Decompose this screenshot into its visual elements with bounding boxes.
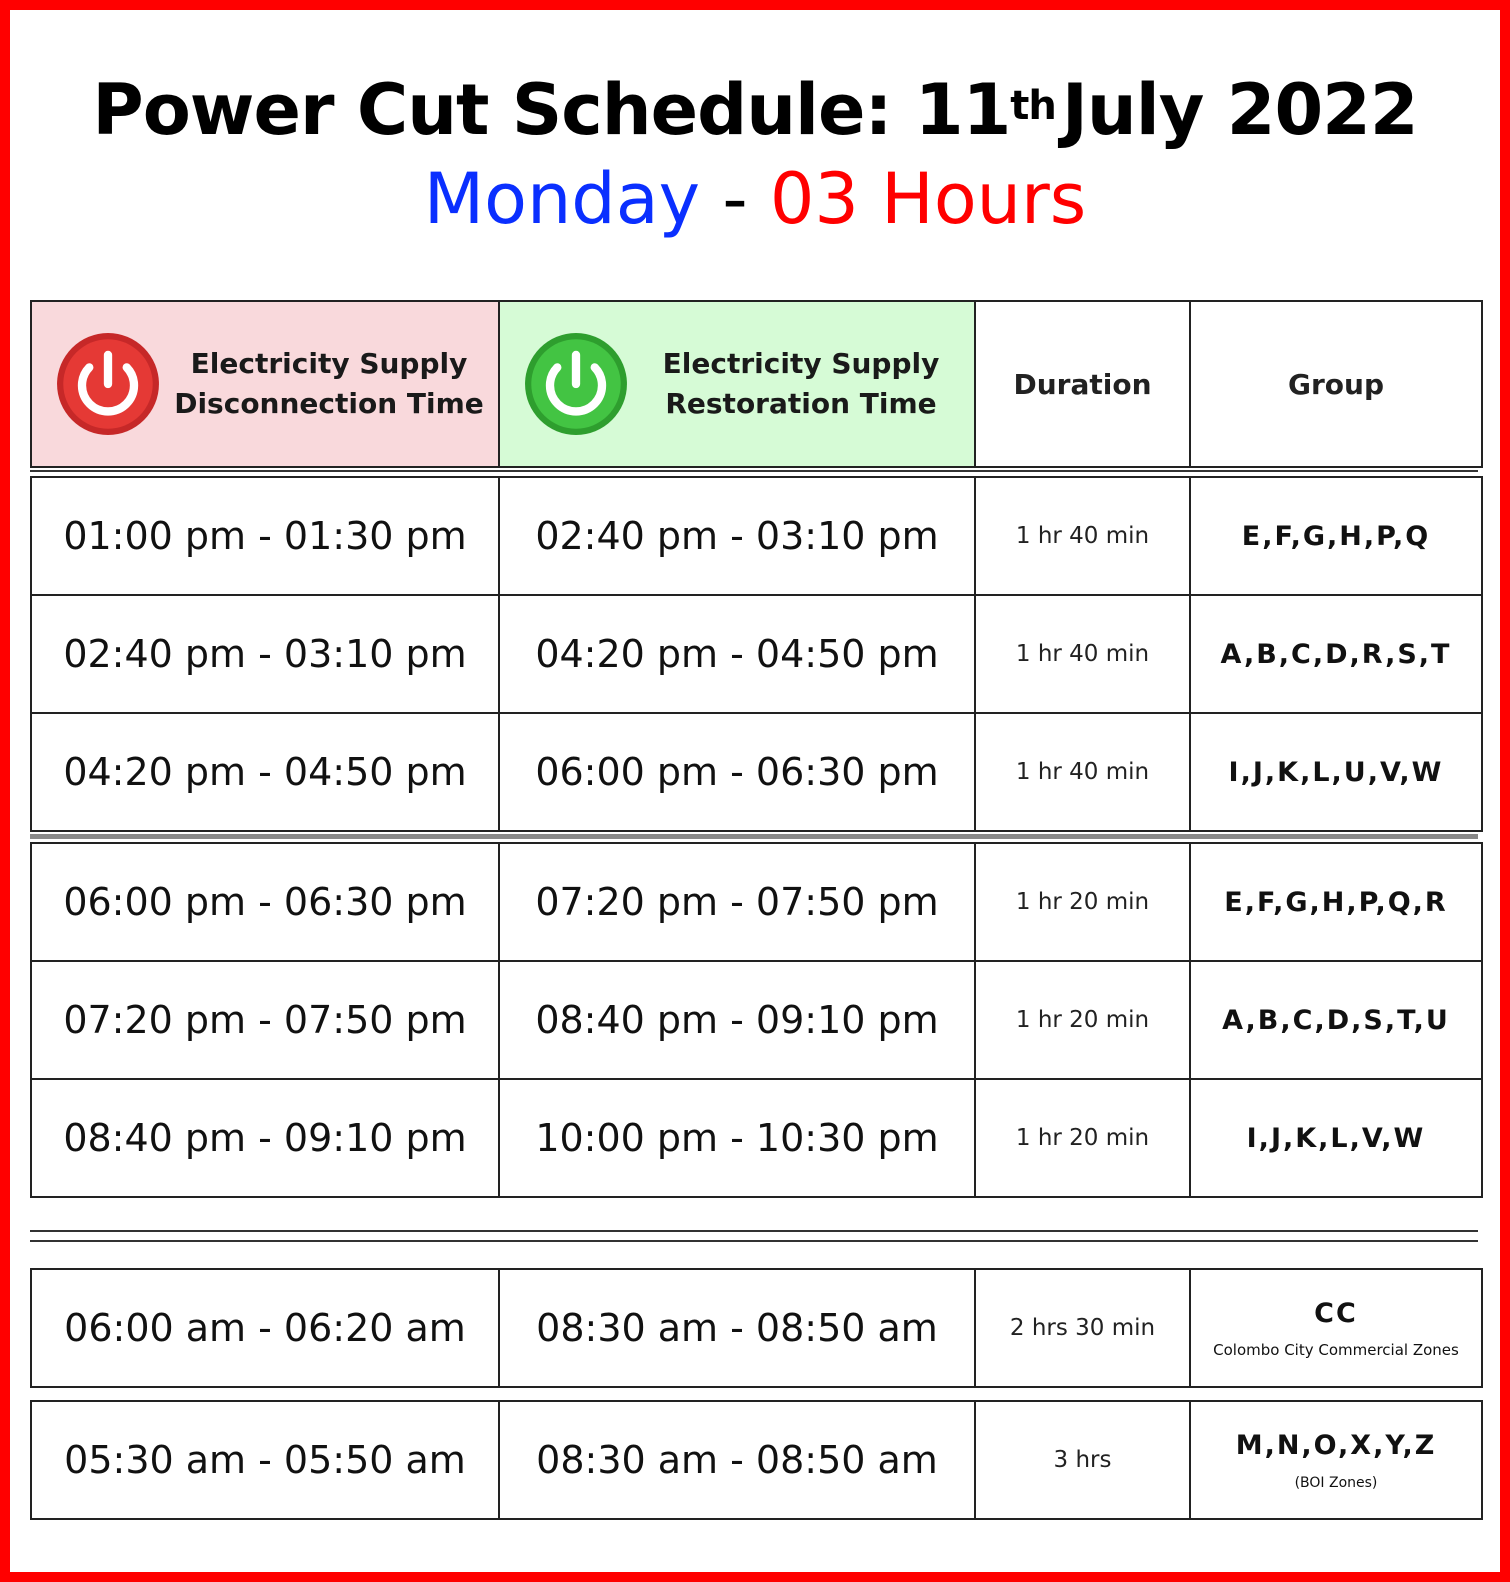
header-disconnection-line2: Disconnection Time bbox=[174, 387, 484, 420]
restore-time: 04:20 pm - 04:50 pm bbox=[535, 632, 939, 676]
power-off-red-icon bbox=[56, 332, 160, 436]
header-duration-label: Duration bbox=[1013, 367, 1152, 401]
restore-time: 07:20 pm - 07:50 pm bbox=[535, 880, 939, 924]
header-restoration bbox=[499, 301, 975, 467]
title-text: Power Cut Schedule: 11 bbox=[92, 69, 1011, 151]
duration-value: 1 hr 40 min bbox=[1015, 759, 1150, 785]
table-row bbox=[31, 477, 1482, 595]
disconnect-time: 07:20 pm - 07:50 pm bbox=[63, 998, 467, 1042]
subtitle-separator: - bbox=[722, 158, 748, 240]
group-value: I,J,K,L,V,W bbox=[1246, 1122, 1426, 1154]
group-value: CC bbox=[1314, 1297, 1358, 1329]
header-restoration-line2: Restoration Time bbox=[665, 387, 937, 420]
duration-value: 1 hr 20 min bbox=[1015, 1007, 1150, 1033]
disconnect-time: 05:30 am - 05:50 am bbox=[64, 1438, 466, 1482]
schedule-block-1 bbox=[30, 476, 1483, 832]
schedule-special-boi bbox=[30, 1400, 1483, 1520]
block-separator bbox=[30, 834, 1478, 839]
disconnect-time: 01:00 pm - 01:30 pm bbox=[63, 514, 467, 558]
disconnect-time: 06:00 pm - 06:30 pm bbox=[63, 880, 467, 924]
group-note: (BOI Zones) bbox=[1294, 1474, 1378, 1491]
disconnect-time: 02:40 pm - 03:10 pm bbox=[63, 632, 467, 676]
subtitle-hours: 03 Hours bbox=[769, 158, 1087, 240]
header-divider bbox=[30, 470, 1478, 472]
header-duration bbox=[975, 301, 1190, 467]
restore-time: 08:30 am - 08:50 am bbox=[536, 1438, 938, 1482]
schedule-special-cc bbox=[30, 1268, 1483, 1388]
header-group bbox=[1190, 301, 1482, 467]
restore-time: 08:30 am - 08:50 am bbox=[536, 1306, 938, 1350]
header-disconnection-line1: Electricity Supply bbox=[190, 347, 468, 380]
page-subtitle bbox=[0, 156, 1510, 242]
group-note: Colombo City Commercial Zones bbox=[1213, 1340, 1459, 1359]
group-value: M,N,O,X,Y,Z bbox=[1235, 1429, 1437, 1461]
disconnect-time: 08:40 pm - 09:10 pm bbox=[63, 1116, 467, 1160]
divider-line-bottom bbox=[30, 1240, 1478, 1242]
power-on-green-icon bbox=[524, 332, 628, 436]
table-row bbox=[31, 843, 1482, 961]
duration-value: 1 hr 40 min bbox=[1015, 523, 1150, 549]
duration-value: 2 hrs 30 min bbox=[1009, 1315, 1156, 1341]
group-value: I,J,K,L,U,V,W bbox=[1228, 756, 1444, 788]
group-value: A,B,C,D,S,T,U bbox=[1222, 1004, 1450, 1036]
group-value: A,B,C,D,R,S,T bbox=[1220, 638, 1452, 670]
title-date: July 2022 bbox=[1061, 69, 1418, 151]
title-superscript: th bbox=[1010, 83, 1056, 129]
table-row bbox=[31, 713, 1482, 831]
duration-value: 1 hr 40 min bbox=[1015, 641, 1150, 667]
disconnect-time: 06:00 am - 06:20 am bbox=[64, 1306, 466, 1350]
disconnect-time: 04:20 pm - 04:50 pm bbox=[63, 750, 467, 794]
divider-line-top bbox=[30, 1230, 1478, 1232]
table-row bbox=[31, 961, 1482, 1079]
table-row bbox=[31, 1269, 1482, 1387]
schedule-block-2 bbox=[30, 842, 1483, 1198]
restore-time: 06:00 pm - 06:30 pm bbox=[535, 750, 939, 794]
page-title bbox=[0, 68, 1510, 152]
restore-time: 10:00 pm - 10:30 pm bbox=[535, 1116, 939, 1160]
group-value: E,F,G,H,P,Q bbox=[1241, 520, 1431, 552]
header-restoration-line1: Electricity Supply bbox=[662, 347, 940, 380]
group-value: E,F,G,H,P,Q,R bbox=[1224, 886, 1448, 918]
subtitle-day: Monday bbox=[423, 158, 701, 240]
duration-value: 1 hr 20 min bbox=[1015, 1125, 1150, 1151]
schedule-header bbox=[30, 300, 1483, 468]
duration-value: 3 hrs bbox=[1053, 1447, 1112, 1473]
table-row bbox=[31, 1401, 1482, 1519]
header-group-label: Group bbox=[1287, 367, 1384, 401]
table-row bbox=[31, 1079, 1482, 1197]
table-row bbox=[31, 595, 1482, 713]
duration-value: 1 hr 20 min bbox=[1015, 889, 1150, 915]
restore-time: 02:40 pm - 03:10 pm bbox=[535, 514, 939, 558]
header-disconnection bbox=[31, 301, 499, 467]
restore-time: 08:40 pm - 09:10 pm bbox=[535, 998, 939, 1042]
